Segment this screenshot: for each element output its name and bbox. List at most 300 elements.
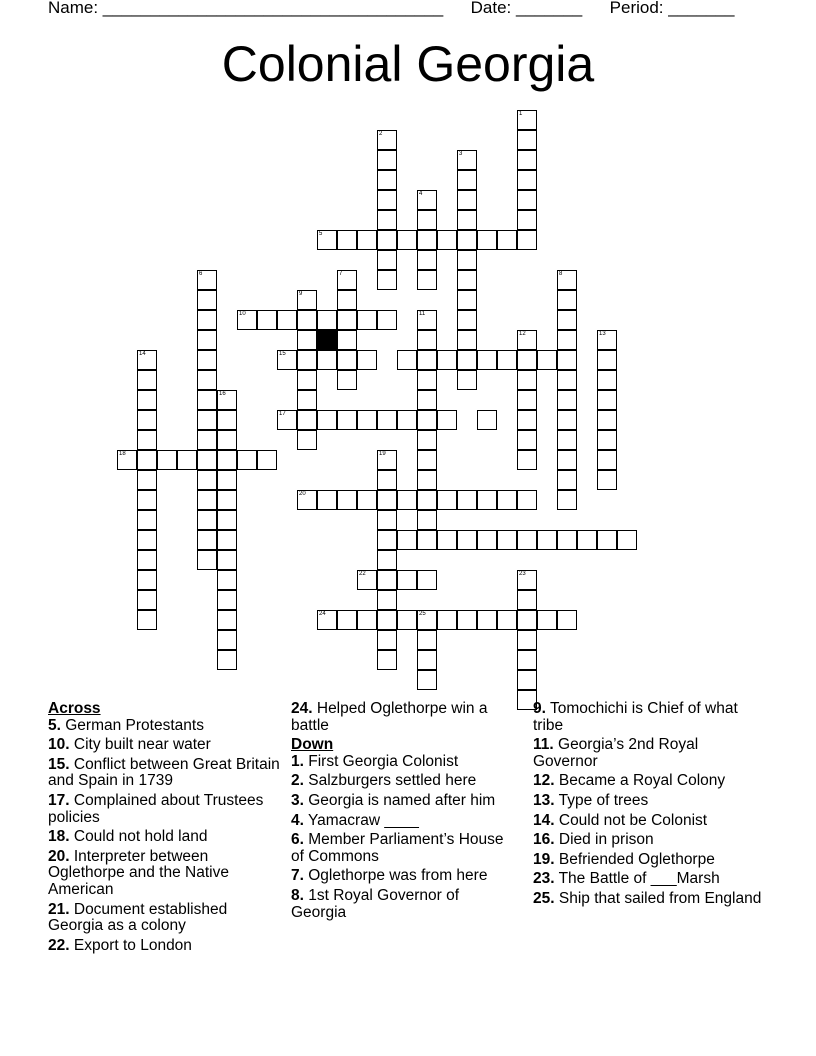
- date-field-label[interactable]: Date: _______: [470, 0, 583, 17]
- clue-column-3: [533, 701, 765, 911]
- clue-number-label: 11.: [533, 736, 554, 754]
- grid-cell[interactable]: [457, 610, 477, 630]
- grid-cell[interactable]: [137, 510, 157, 530]
- grid-cell[interactable]: [317, 230, 337, 250]
- grid-cell[interactable]: [557, 610, 577, 630]
- grid-cell[interactable]: [197, 550, 217, 570]
- clue-number: 25: [419, 611, 426, 617]
- grid-cell[interactable]: [557, 390, 577, 410]
- grid-cell[interactable]: [377, 590, 397, 610]
- clue-number-label: 23.: [533, 870, 555, 888]
- clue-item: [533, 813, 765, 830]
- clue-number-label: 22.: [48, 936, 70, 954]
- grid-cell[interactable]: [277, 310, 297, 330]
- grid-cell[interactable]: [517, 610, 537, 630]
- grid-cell[interactable]: [417, 330, 437, 350]
- grid-cell[interactable]: [437, 410, 457, 430]
- grid-cell[interactable]: [377, 550, 397, 570]
- grid-cell[interactable]: [397, 490, 417, 510]
- grid-cell[interactable]: [477, 230, 497, 250]
- clue-number: 24: [319, 611, 326, 617]
- clue-item: [291, 793, 515, 810]
- grid-cell[interactable]: [137, 370, 157, 390]
- grid-cell[interactable]: [497, 230, 517, 250]
- grid-cell[interactable]: [557, 530, 577, 550]
- grid-cell[interactable]: [597, 370, 617, 390]
- grid-cell[interactable]: [377, 230, 397, 250]
- grid-cell[interactable]: [377, 170, 397, 190]
- grid-cell[interactable]: [317, 350, 337, 370]
- grid-cell[interactable]: [137, 530, 157, 550]
- grid-cell[interactable]: [197, 430, 217, 450]
- clue-column-2: [291, 701, 515, 924]
- clue-item: [533, 773, 765, 790]
- grid-cell[interactable]: [337, 230, 357, 250]
- grid-cell[interactable]: [417, 630, 437, 650]
- black-cell: [317, 330, 337, 350]
- grid-cell[interactable]: [337, 330, 357, 350]
- grid-cell[interactable]: [597, 430, 617, 450]
- clue-number-label: 24.: [291, 700, 313, 717]
- clue-item: [533, 701, 765, 734]
- grid-cell[interactable]: [217, 470, 237, 490]
- clue-text: Yamacraw ____: [303, 811, 419, 829]
- grid-cell[interactable]: [377, 130, 397, 150]
- grid-cell[interactable]: [317, 410, 337, 430]
- clue-text: Oglethorpe was from here: [303, 867, 488, 885]
- grid-cell[interactable]: [537, 530, 557, 550]
- grid-cell[interactable]: [417, 350, 437, 370]
- clue-number-label: 2.: [291, 772, 304, 790]
- clue-text: The Battle of ___Marsh: [554, 870, 720, 888]
- clue-item: [48, 849, 280, 899]
- grid-cell[interactable]: [357, 490, 377, 510]
- grid-cell[interactable]: [197, 450, 217, 470]
- grid-cell[interactable]: [557, 490, 577, 510]
- grid-cell[interactable]: [217, 410, 237, 430]
- grid-cell[interactable]: [517, 190, 537, 210]
- clue-text: 1st Royal Governor of Georgia: [291, 886, 460, 921]
- clue-number-label: 13.: [533, 791, 555, 809]
- grid-cell[interactable]: [157, 450, 177, 470]
- grid-cell[interactable]: [137, 610, 157, 630]
- grid-cell[interactable]: [137, 550, 157, 570]
- grid-cell[interactable]: [457, 230, 477, 250]
- grid-cell[interactable]: [597, 390, 617, 410]
- grid-cell[interactable]: [217, 650, 237, 670]
- clue-item: [533, 793, 765, 810]
- clue-item: [48, 793, 280, 826]
- grid-cell[interactable]: [557, 450, 577, 470]
- grid-cell[interactable]: [417, 610, 437, 630]
- grid-cell[interactable]: [197, 310, 217, 330]
- clue-number-label: 12.: [533, 772, 555, 790]
- grid-cell[interactable]: [517, 230, 537, 250]
- across-clue-list-continued: [291, 701, 515, 734]
- grid-cell[interactable]: [377, 250, 397, 270]
- clue-number-label: 18.: [48, 828, 70, 846]
- grid-cell[interactable]: [417, 470, 437, 490]
- grid-cell[interactable]: [297, 310, 317, 330]
- grid-cell[interactable]: [297, 330, 317, 350]
- grid-cell[interactable]: [377, 610, 397, 630]
- grid-cell[interactable]: [357, 570, 377, 590]
- grid-cell[interactable]: [417, 650, 437, 670]
- grid-cell[interactable]: [217, 530, 237, 550]
- grid-cell[interactable]: [417, 250, 437, 270]
- clue-item: [48, 902, 280, 935]
- grid-cell[interactable]: [517, 130, 537, 150]
- grid-cell[interactable]: [197, 350, 217, 370]
- clue-number: 19: [379, 451, 386, 457]
- grid-cell[interactable]: [457, 190, 477, 210]
- clue-number-label: 21.: [48, 900, 70, 918]
- grid-cell[interactable]: [497, 610, 517, 630]
- grid-cell[interactable]: [137, 470, 157, 490]
- grid-cell[interactable]: [437, 230, 457, 250]
- clue-number-label: 19.: [533, 850, 555, 868]
- grid-cell[interactable]: [297, 370, 317, 390]
- grid-cell[interactable]: [457, 150, 477, 170]
- clue-text: Interpreter between Oglethorpe and the Native American: [48, 847, 229, 898]
- grid-cell[interactable]: [457, 530, 477, 550]
- grid-cell[interactable]: [617, 530, 637, 550]
- down-clue-list: [291, 754, 515, 921]
- grid-cell[interactable]: [537, 350, 557, 370]
- grid-cell[interactable]: [457, 290, 477, 310]
- clue-number: 14: [139, 351, 146, 357]
- grid-cell[interactable]: [417, 210, 437, 230]
- clue-number: 2: [379, 131, 383, 137]
- grid-cell[interactable]: [417, 390, 437, 410]
- clue-number: 22: [359, 571, 366, 577]
- clue-number-label: 15.: [48, 755, 70, 773]
- grid-cell[interactable]: [237, 310, 257, 330]
- grid-cell[interactable]: [377, 410, 397, 430]
- grid-cell[interactable]: [497, 490, 517, 510]
- grid-cell[interactable]: [517, 450, 537, 470]
- grid-cell[interactable]: [517, 410, 537, 430]
- grid-cell[interactable]: [137, 410, 157, 430]
- grid-cell[interactable]: [357, 350, 377, 370]
- grid-cell[interactable]: [517, 490, 537, 510]
- grid-cell[interactable]: [297, 390, 317, 410]
- grid-cell[interactable]: [417, 230, 437, 250]
- clue-item: [291, 868, 515, 885]
- grid-cell[interactable]: [377, 450, 397, 470]
- clue-number: 17: [279, 411, 286, 417]
- clue-number-label: 1.: [291, 752, 304, 770]
- clue-item: [291, 832, 515, 865]
- grid-cell[interactable]: [597, 330, 617, 350]
- grid-cell[interactable]: [377, 270, 397, 290]
- grid-cell[interactable]: [417, 670, 437, 690]
- clue-text: Georgia is named after him: [303, 791, 496, 809]
- grid-cell[interactable]: [557, 470, 577, 490]
- grid-cell[interactable]: [417, 310, 437, 330]
- grid-cell[interactable]: [517, 670, 537, 690]
- grid-cell[interactable]: [297, 350, 317, 370]
- grid-cell[interactable]: [397, 410, 417, 430]
- grid-cell[interactable]: [497, 350, 517, 370]
- clue-number: 15: [279, 351, 286, 357]
- grid-cell[interactable]: [257, 450, 277, 470]
- grid-cell[interactable]: [357, 410, 377, 430]
- clue-text: Became a Royal Colony: [554, 772, 726, 790]
- grid-cell[interactable]: [577, 530, 597, 550]
- grid-cell[interactable]: [537, 610, 557, 630]
- grid-cell[interactable]: [377, 570, 397, 590]
- grid-cell[interactable]: [397, 230, 417, 250]
- clue-number: 12: [519, 331, 526, 337]
- grid-cell[interactable]: [477, 410, 497, 430]
- clue-number: 16: [219, 391, 226, 397]
- grid-cell[interactable]: [457, 270, 477, 290]
- grid-cell[interactable]: [197, 490, 217, 510]
- clue-item: [48, 737, 280, 754]
- grid-cell[interactable]: [357, 610, 377, 630]
- grid-cell[interactable]: [597, 530, 617, 550]
- grid-cell[interactable]: [597, 350, 617, 370]
- period-field-label[interactable]: Period: _______: [609, 0, 735, 17]
- grid-cell[interactable]: [377, 650, 397, 670]
- grid-cell[interactable]: [217, 570, 237, 590]
- grid-cell[interactable]: [137, 450, 157, 470]
- across-heading: Across: [48, 700, 101, 717]
- grid-cell[interactable]: [517, 570, 537, 590]
- clue-number-label: 16.: [533, 831, 555, 849]
- grid-cell[interactable]: [417, 190, 437, 210]
- grid-cell[interactable]: [317, 610, 337, 630]
- grid-cell[interactable]: [137, 590, 157, 610]
- grid-cell[interactable]: [377, 490, 397, 510]
- grid-cell[interactable]: [517, 150, 537, 170]
- grid-cell[interactable]: [337, 490, 357, 510]
- clue-column-1: [48, 701, 280, 957]
- grid-cell[interactable]: [517, 110, 537, 130]
- grid-cell[interactable]: [517, 330, 537, 350]
- grid-cell[interactable]: [557, 430, 577, 450]
- name-field-label[interactable]: Name: ____________________________________: [48, 0, 444, 17]
- clue-item: [533, 871, 765, 888]
- grid-cell[interactable]: [497, 530, 517, 550]
- grid-cell[interactable]: [137, 430, 157, 450]
- clue-item: [291, 701, 515, 734]
- clue-number-label: 3.: [291, 791, 304, 809]
- grid-cell[interactable]: [197, 270, 217, 290]
- grid-cell[interactable]: [417, 450, 437, 470]
- grid-cell[interactable]: [517, 210, 537, 230]
- grid-cell[interactable]: [137, 350, 157, 370]
- grid-cell[interactable]: [197, 470, 217, 490]
- grid-cell[interactable]: [337, 410, 357, 430]
- grid-cell[interactable]: [297, 430, 317, 450]
- grid-cell[interactable]: [337, 350, 357, 370]
- grid-cell[interactable]: [457, 490, 477, 510]
- grid-cell[interactable]: [377, 510, 397, 530]
- grid-cell[interactable]: [597, 410, 617, 430]
- grid-cell[interactable]: [337, 370, 357, 390]
- grid-cell[interactable]: [477, 530, 497, 550]
- grid-cell[interactable]: [297, 290, 317, 310]
- grid-cell[interactable]: [417, 530, 437, 550]
- grid-cell[interactable]: [417, 270, 437, 290]
- grid-cell[interactable]: [557, 310, 577, 330]
- grid-cell[interactable]: [337, 270, 357, 290]
- grid-cell[interactable]: [517, 650, 537, 670]
- grid-cell[interactable]: [217, 430, 237, 450]
- clue-item: [291, 888, 515, 921]
- grid-cell[interactable]: [457, 210, 477, 230]
- clue-item: [291, 773, 515, 790]
- grid-cell[interactable]: [457, 250, 477, 270]
- down-heading: Down: [291, 736, 334, 754]
- grid-cell[interactable]: [357, 310, 377, 330]
- down-clue-list-continued: [533, 701, 765, 908]
- grid-cell[interactable]: [517, 390, 537, 410]
- grid-cell[interactable]: [457, 370, 477, 390]
- grid-cell[interactable]: [197, 530, 217, 550]
- grid-cell[interactable]: [417, 510, 437, 530]
- grid-cell[interactable]: [417, 370, 437, 390]
- clue-item: [291, 813, 515, 830]
- grid-cell[interactable]: [177, 450, 197, 470]
- grid-cell[interactable]: [137, 570, 157, 590]
- grid-cell[interactable]: [417, 410, 437, 430]
- grid-cell[interactable]: [377, 530, 397, 550]
- grid-cell[interactable]: [197, 410, 217, 430]
- grid-cell[interactable]: [457, 310, 477, 330]
- grid-cell[interactable]: [317, 310, 337, 330]
- grid-cell[interactable]: [377, 150, 397, 170]
- grid-cell[interactable]: [517, 530, 537, 550]
- clue-number-label: 20.: [48, 847, 70, 865]
- clue-text: Died in prison: [554, 831, 654, 849]
- grid-cell[interactable]: [377, 210, 397, 230]
- grid-cell[interactable]: [517, 370, 537, 390]
- grid-cell[interactable]: [377, 310, 397, 330]
- grid-cell[interactable]: [217, 510, 237, 530]
- grid-cell[interactable]: [437, 610, 457, 630]
- grid-cell[interactable]: [417, 490, 437, 510]
- grid-cell[interactable]: [197, 390, 217, 410]
- grid-cell[interactable]: [217, 630, 237, 650]
- clue-number: 7: [339, 271, 343, 277]
- grid-cell[interactable]: [517, 170, 537, 190]
- grid-cell[interactable]: [517, 630, 537, 650]
- grid-cell[interactable]: [197, 510, 217, 530]
- grid-cell[interactable]: [237, 450, 257, 470]
- grid-cell[interactable]: [477, 350, 497, 370]
- grid-cell[interactable]: [437, 490, 457, 510]
- grid-cell[interactable]: [277, 350, 297, 370]
- grid-cell[interactable]: [297, 410, 317, 430]
- clue-number-label: 6.: [291, 831, 304, 849]
- grid-cell[interactable]: [597, 470, 617, 490]
- grid-cell[interactable]: [337, 610, 357, 630]
- clue-number: 3: [459, 151, 463, 157]
- grid-cell[interactable]: [557, 290, 577, 310]
- grid-cell[interactable]: [477, 490, 497, 510]
- clue-text: City built near water: [69, 736, 211, 754]
- clue-number: 10: [239, 311, 246, 317]
- grid-cell[interactable]: [217, 450, 237, 470]
- clue-item: [48, 829, 280, 846]
- clue-item: [291, 754, 515, 771]
- grid-cell[interactable]: [297, 490, 317, 510]
- grid-cell[interactable]: [117, 450, 137, 470]
- clue-text: Salzburgers settled here: [303, 772, 477, 790]
- grid-cell[interactable]: [437, 530, 457, 550]
- grid-cell[interactable]: [557, 350, 577, 370]
- grid-cell[interactable]: [197, 370, 217, 390]
- grid-cell[interactable]: [377, 470, 397, 490]
- grid-cell[interactable]: [517, 430, 537, 450]
- grid-cell[interactable]: [597, 450, 617, 470]
- grid-cell[interactable]: [557, 270, 577, 290]
- clue-item: [48, 757, 280, 790]
- clue-number-label: 9.: [533, 700, 546, 717]
- grid-cell[interactable]: [457, 350, 477, 370]
- grid-cell[interactable]: [377, 190, 397, 210]
- grid-cell[interactable]: [357, 230, 377, 250]
- clue-number-label: 10.: [48, 736, 70, 754]
- grid-cell[interactable]: [437, 350, 457, 370]
- grid-cell[interactable]: [137, 490, 157, 510]
- clue-text: German Protestants: [60, 716, 204, 734]
- grid-cell[interactable]: [257, 310, 277, 330]
- grid-cell[interactable]: [517, 590, 537, 610]
- clue-text: Conflict between Great Britain and Spain in 1739: [48, 755, 280, 790]
- grid-cell[interactable]: [137, 390, 157, 410]
- grid-cell[interactable]: [397, 610, 417, 630]
- grid-cell[interactable]: [477, 610, 497, 630]
- clue-text: Document established Georgia as a colony: [48, 900, 228, 935]
- grid-cell[interactable]: [557, 370, 577, 390]
- grid-cell[interactable]: [337, 310, 357, 330]
- grid-cell[interactable]: [377, 630, 397, 650]
- grid-cell[interactable]: [197, 290, 217, 310]
- grid-cell[interactable]: [317, 490, 337, 510]
- grid-cell[interactable]: [397, 350, 417, 370]
- grid-cell[interactable]: [517, 350, 537, 370]
- grid-cell[interactable]: [337, 290, 357, 310]
- grid-cell[interactable]: [417, 570, 437, 590]
- clue-item: [48, 938, 280, 955]
- clue-text: Could not be Colonist: [554, 811, 708, 829]
- grid-cell[interactable]: [457, 330, 477, 350]
- clue-number: 23: [519, 571, 526, 577]
- grid-cell[interactable]: [457, 170, 477, 190]
- grid-cell[interactable]: [417, 430, 437, 450]
- clue-text: Complained about Trustees policies: [48, 791, 264, 826]
- clue-number-label: 25.: [533, 889, 555, 907]
- grid-cell[interactable]: [557, 330, 577, 350]
- clue-text: Georgia’s 2nd Royal Governor: [533, 736, 699, 770]
- page-title: Colonial Georgia: [221, 36, 595, 92]
- grid-cell[interactable]: [217, 490, 237, 510]
- grid-cell[interactable]: [277, 410, 297, 430]
- grid-cell[interactable]: [217, 610, 237, 630]
- clue-number: 6: [199, 271, 203, 277]
- grid-cell[interactable]: [217, 550, 237, 570]
- grid-cell[interactable]: [217, 590, 237, 610]
- grid-cell[interactable]: [397, 570, 417, 590]
- grid-cell[interactable]: [557, 410, 577, 430]
- grid-cell[interactable]: [397, 530, 417, 550]
- grid-cell[interactable]: [217, 390, 237, 410]
- grid-cell[interactable]: [197, 330, 217, 350]
